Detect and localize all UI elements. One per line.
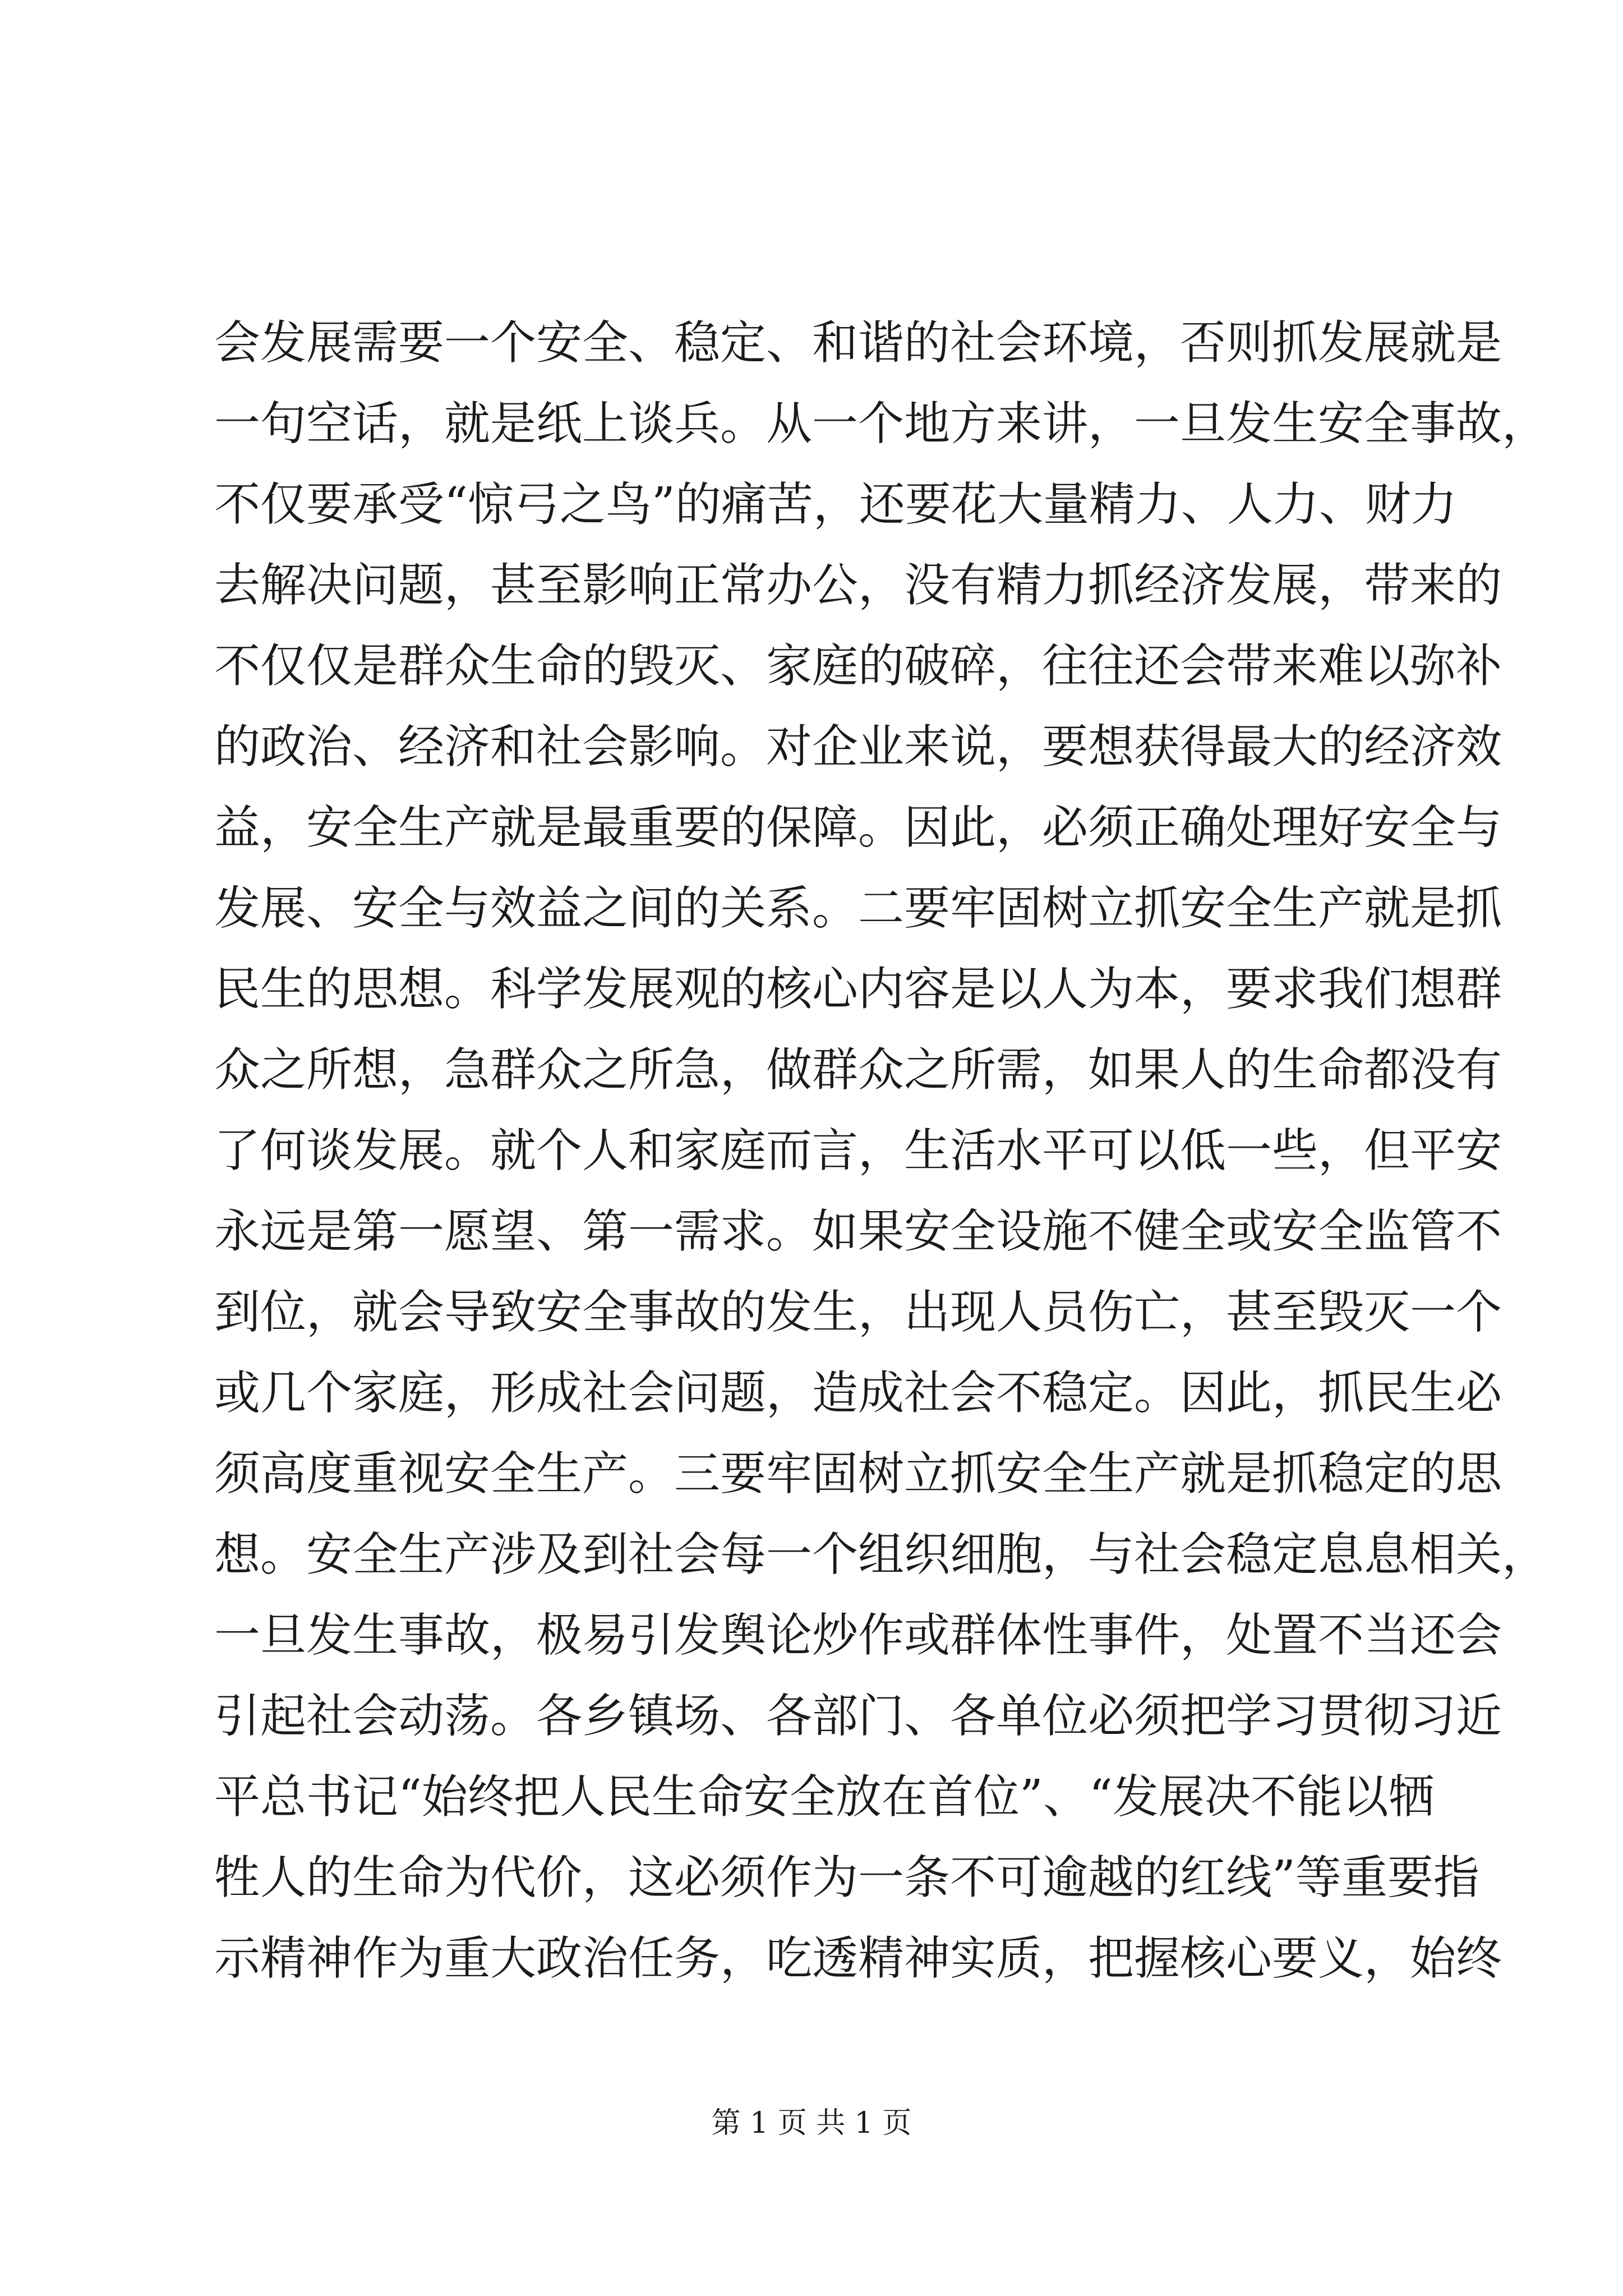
text-line: 民生的思想。科学发展观的核心内容是以人为本，要求我们想群 [214,963,1502,1016]
text-line: 引起社会动荡。各乡镇场、各部门、各单位必须把学习贯彻习近 [214,1690,1502,1743]
body-text [214,303,1548,1999]
text-line: 想。安全生产涉及到社会每一个组织细胞，与社会稳定息息相关， [214,1528,1548,1581]
text-line: 须高度重视安全生产。三要牢固树立抓安全生产就是抓稳定的思 [214,1447,1502,1501]
text-line: 到位，就会导致安全事故的发生，出现人员伤亡，甚至毁灭一个 [214,1286,1502,1339]
text-line: 会发展需要一个安全、稳定、和谐的社会环境，否则抓发展就是 [214,316,1502,370]
text-line: 永远是第一愿望、第一需求。如果安全设施不健全或安全监管不 [214,1205,1502,1258]
text-line: 不仅要承受“惊弓之鸟”的痛苦，还要花大量精力、人力、财力 [214,478,1457,531]
text-line: 牲人的生命为代价，这必须作为一条不可逾越的红线”等重要指 [214,1851,1479,1904]
text-line: 发展、安全与效益之间的关系。二要牢固树立抓安全生产就是抓 [214,882,1502,935]
text-line: 益，安全生产就是最重要的保障。因此，必须正确处理好安全与 [214,801,1502,854]
text-line: 不仅仅是群众生命的毁灭、家庭的破碎，往往还会带来难以弥补 [214,639,1502,693]
text-line: 一旦发生事故，极易引发舆论炒作或群体性事件，处置不当还会 [214,1609,1502,1662]
text-line: 一句空话，就是纸上谈兵。从一个地方来讲，一旦发生安全事故， [214,397,1548,450]
text-line: 了何谈发展。就个人和家庭而言，生活水平可以低一些，但平安 [214,1124,1502,1177]
text-line: 的政治、经济和社会影响。对企业来说，要想获得最大的经济效 [214,720,1502,774]
text-line: 平总书记“始终把人民生命安全放在首位”、“发展决不能以牺 [214,1770,1435,1824]
page-number-label: 第 1 页 共 1 页 [711,2106,912,2140]
text-line: 众之所想，急群众之所急，做群众之所需，如果人的生命都没有 [214,1043,1502,1097]
text-line: 示精神作为重大政治任务，吃透精神实质，把握核心要义，始终 [214,1932,1502,1985]
page-footer [0,2104,1623,2143]
text-line: 去解决问题，甚至影响正常办公，没有精力抓经济发展，带来的 [214,559,1502,612]
text-line: 或几个家庭，形成社会问题，造成社会不稳定。因此，抓民生必 [214,1366,1502,1420]
